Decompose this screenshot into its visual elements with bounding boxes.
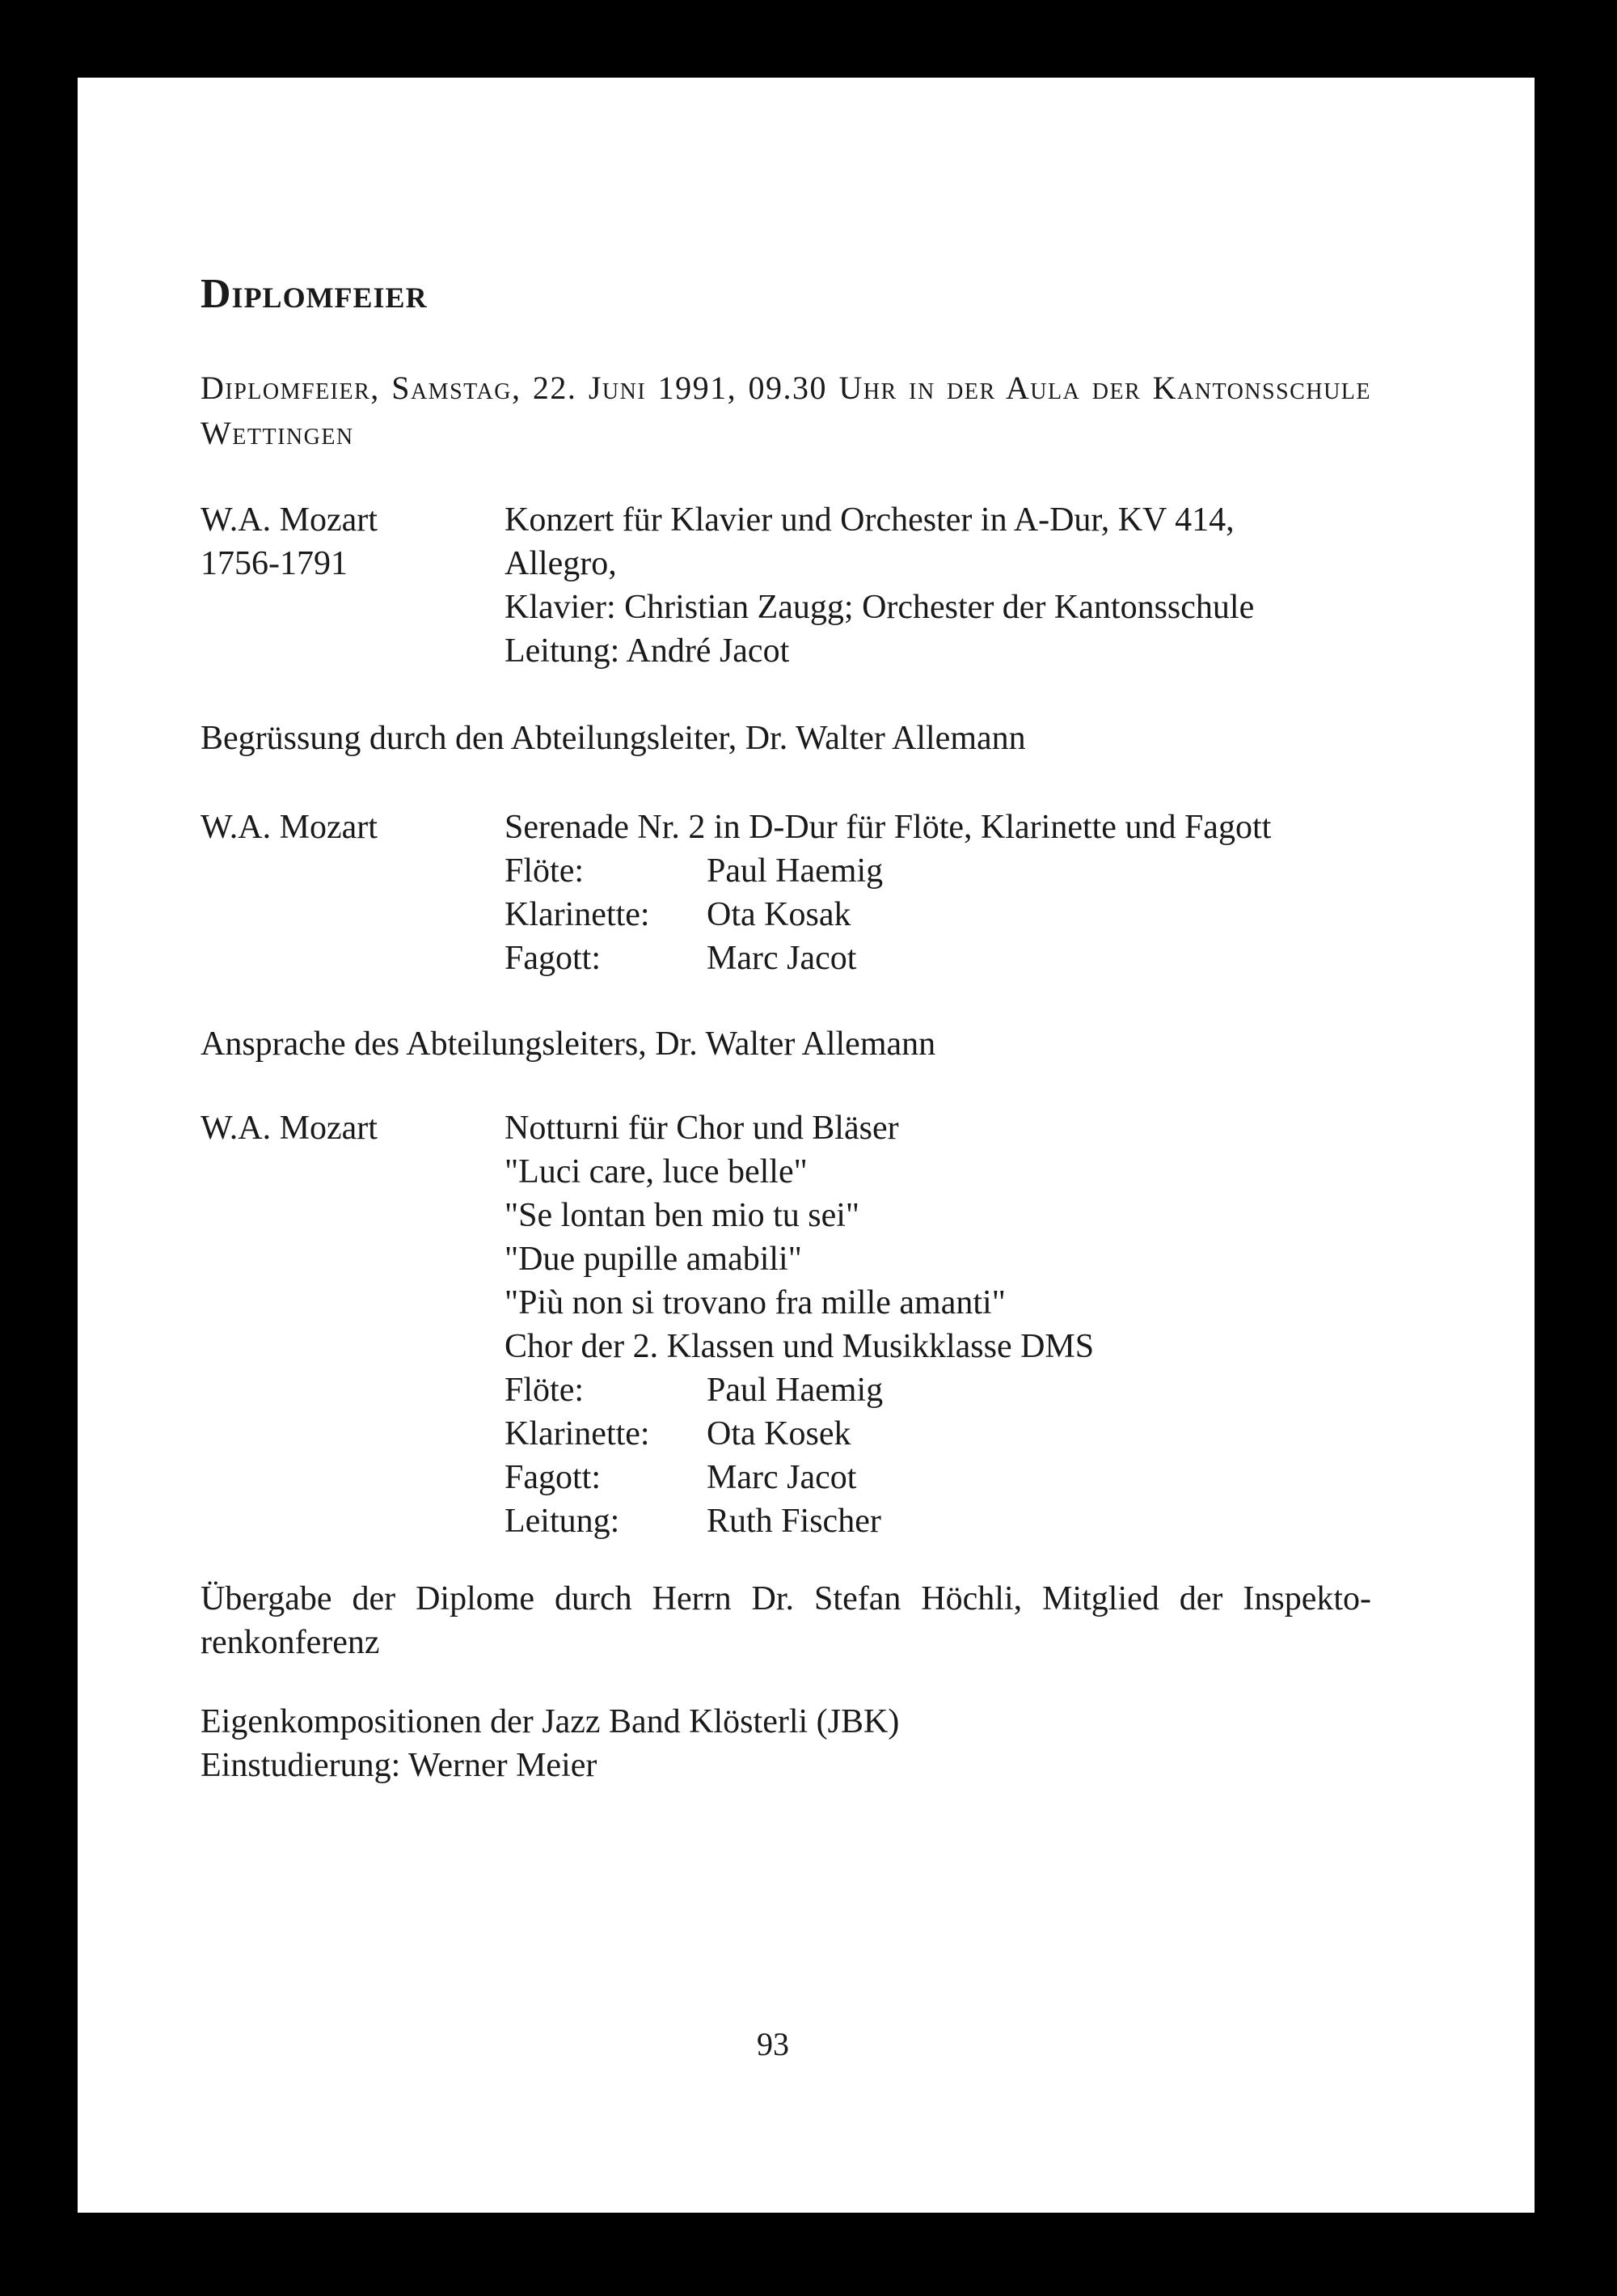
- performer-row: [505, 1456, 1094, 1499]
- performer-name: Marc Jacot: [707, 1459, 857, 1496]
- program-line: Konzert für Klavier und Orchester in A-Dur, KV 414,: [505, 501, 1235, 539]
- performer-role: Flöte:: [505, 1372, 585, 1409]
- performer-row: [505, 849, 1271, 893]
- handover-paragraph: Übergabe der Diplome durch Herrn Dr. Stefan Höchli, Mitglied der Inspekto-renkonferenz: [201, 1580, 1371, 1661]
- performer-name: Paul Haemig: [707, 1372, 884, 1409]
- program-line: "Se lontan ben mio tu sei": [505, 1197, 860, 1234]
- performer-role: Leitung:: [505, 1503, 620, 1540]
- jazz-band-line: Eigenkompositionen der Jazz Band Klösterli (JBK): [201, 1703, 900, 1740]
- greeting-line: Begrüssung durch den Abteilungsleiter, Dr. Walter Allemann: [201, 720, 1026, 757]
- performer-role: Klarinette:: [505, 1415, 650, 1452]
- program-item-1: [505, 498, 1254, 673]
- program-item-3: [505, 1106, 1094, 1543]
- page-title: Diplomfeier: [201, 271, 428, 317]
- document-page: [78, 78, 1535, 2213]
- program-line: Klavier: Christian Zaugg; Orchester der Kantonsschule: [505, 589, 1255, 626]
- composer-years: 1756-1791: [201, 545, 348, 582]
- performer-role: Klarinette:: [505, 896, 650, 933]
- rehearsal-line: Einstudierung: Werner Meier: [201, 1747, 597, 1784]
- performer-name: Ota Kosak: [707, 896, 851, 933]
- program-item-2: [505, 806, 1271, 980]
- performer-name: Ota Kosek: [707, 1415, 851, 1452]
- performer-role: Flöte:: [505, 852, 585, 890]
- program-line: Notturni für Chor und Bläser: [505, 1110, 899, 1147]
- program-line: Allegro,: [505, 545, 617, 582]
- composer-name: W.A. Mozart: [201, 1110, 378, 1147]
- program-line: Chor der 2. Klassen und Musikklasse DMS: [505, 1328, 1095, 1365]
- performer-role: Fagott:: [505, 1459, 602, 1496]
- composer-name: W.A. Mozart: [201, 501, 378, 539]
- program-line: Serenade Nr. 2 in D-Dur für Flöte, Klarinette und Fagott: [505, 809, 1272, 846]
- event-subtitle: Diplomfeier, Samstag, 22. Juni 1991, 09.30 Uhr in der Aula der Kantonsschule Wettingen: [201, 370, 1371, 451]
- performer-name: Ruth Fischer: [707, 1503, 881, 1540]
- page-number: 93: [757, 2026, 789, 2062]
- program-line: "Due pupille amabili": [505, 1241, 802, 1278]
- program-line: "Luci care, luce belle": [505, 1153, 808, 1190]
- performer-row: [505, 893, 1271, 937]
- performer-name: Marc Jacot: [707, 940, 857, 977]
- performer-row: [505, 937, 1271, 980]
- performer-row: [505, 1368, 1094, 1412]
- composer-name: W.A. Mozart: [201, 809, 378, 846]
- program-line: Leitung: André Jacot: [505, 632, 790, 670]
- program-line: "Più non si trovano fra mille amanti": [505, 1284, 1006, 1321]
- speech-line: Ansprache des Abteilungsleiters, Dr. Walter Allemann: [201, 1025, 936, 1063]
- performer-row: [505, 1412, 1094, 1456]
- performer-row: [505, 1499, 1094, 1543]
- performer-role: Fagott:: [505, 940, 602, 977]
- performer-name: Paul Haemig: [707, 852, 884, 890]
